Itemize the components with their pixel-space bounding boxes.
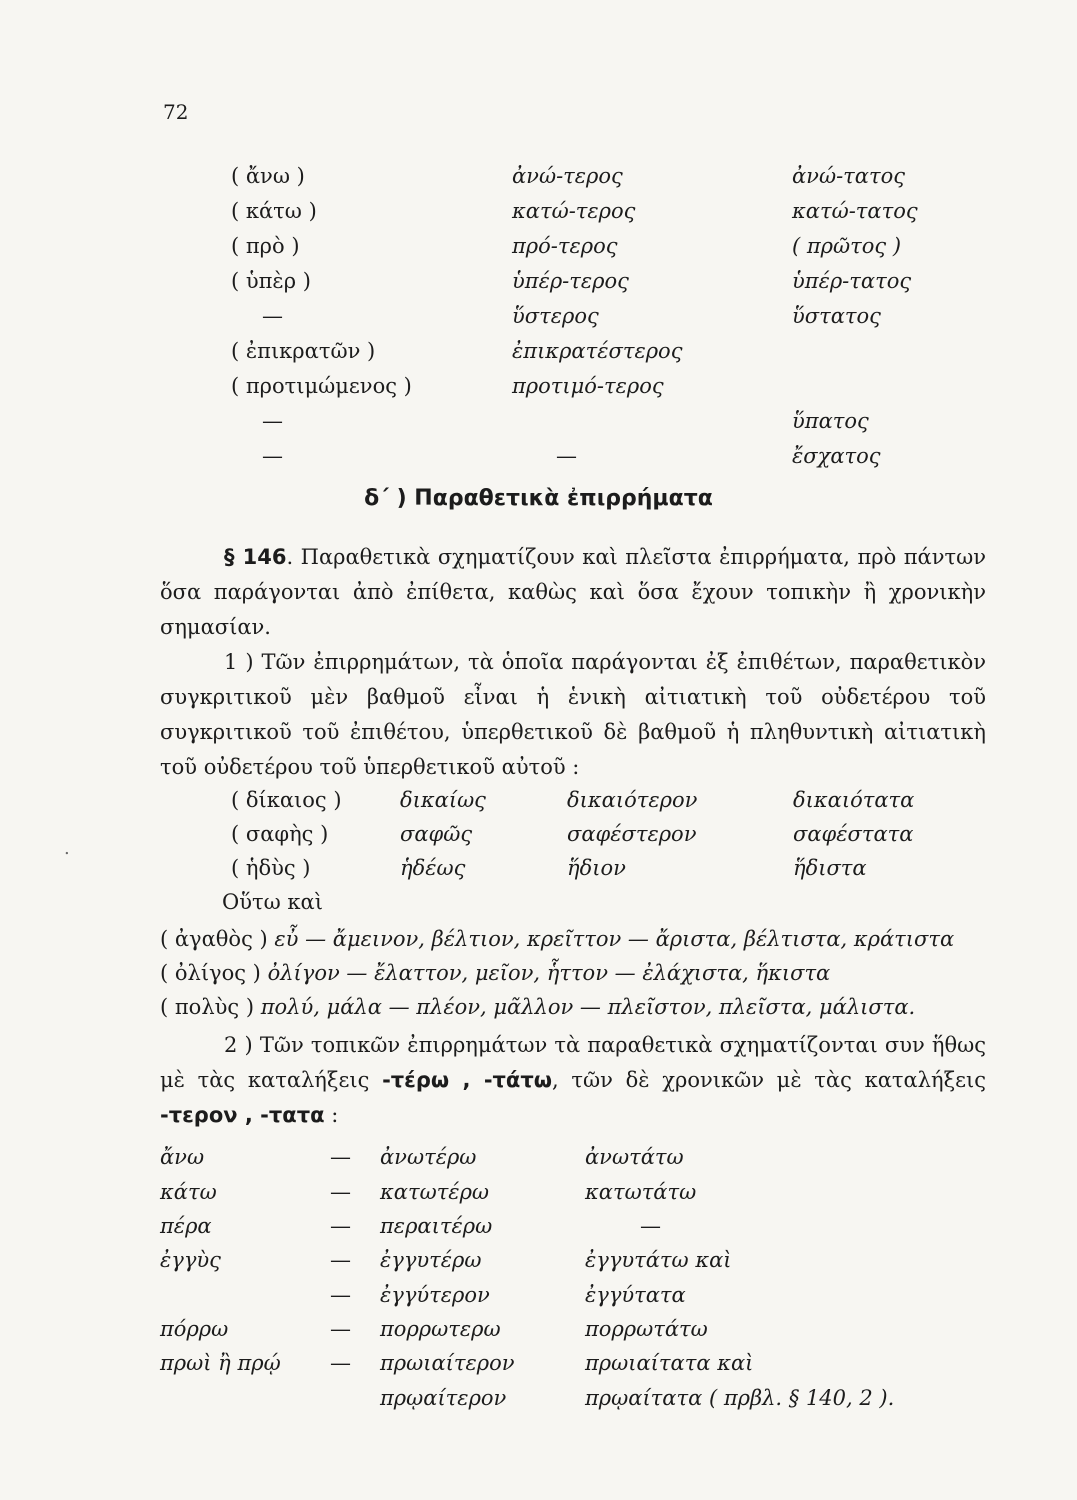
table3-dash: — — [330, 1283, 351, 1307]
table3-dash: — — [330, 1351, 351, 1375]
irregular-adjective: ( ὀλίγος ) — [160, 961, 261, 985]
table3-dash: — — [330, 1248, 351, 1272]
table1-comparative: πρό-τερος — [512, 234, 618, 258]
table3-comparative: περαιτέρω — [380, 1214, 493, 1238]
table2-adverb: ἡδέως — [400, 856, 466, 880]
paragraph-2-mid: , τῶν δὲ χρονικῶν μὲ τὰς καταλήξεις — [552, 1068, 987, 1092]
page-number: 72 — [163, 100, 189, 124]
table3-comparative: πορρωτερω — [380, 1317, 501, 1341]
outo-kai: Οὕτω καὶ — [222, 890, 323, 914]
table1-comparative: προτιμό-τερος — [512, 374, 664, 398]
table3-superlative: ἐγγύτατα — [585, 1283, 686, 1307]
table1-word: ( προτιμώμενος ) — [231, 374, 412, 398]
table1-word: ( ἄνω ) — [231, 164, 305, 188]
paragraph-146 — [160, 540, 986, 645]
section-heading: δ΄ ) Παραθετικὰ ἐπιρρήματα — [364, 486, 713, 511]
table3-adverb: πρωὶ ἢ πρῴ — [160, 1351, 281, 1375]
table3-comparative: ἐγγυτέρω — [380, 1248, 482, 1272]
table1-word: ( πρὸ ) — [231, 234, 300, 258]
irregular-row — [160, 927, 954, 951]
table2-adjective: ( δίκαιος ) — [231, 788, 342, 812]
table2-comparative: ἥδιον — [567, 856, 626, 880]
irregular-forms: εὖ — ἄμεινον, βέλτιον, κρεῖττον — ἄριστα, βέλτιστα, κράτιστα — [274, 927, 955, 951]
table1-superlative: κατώ-τατος — [792, 199, 918, 223]
table2-comparative: δικαιότερον — [567, 788, 698, 812]
table3-superlative: κατωτάτω — [585, 1180, 697, 1204]
irregular-forms: πολύ, μάλα — πλέον, μᾶλλον — πλεῖστον, πλεῖστα, μάλιστα. — [260, 995, 916, 1019]
table3-dash: — — [330, 1214, 351, 1238]
table1-word: ( ὑπὲρ ) — [231, 269, 311, 293]
paragraph-1-text: 1 ) Τῶν ἐπιρρημάτων, τὰ ὁποῖα παράγονται ἐξ ἐπιθέτων, παραθετικὸν συγκριτικοῦ μὲν βαθμοῦ εἶναι ἡ ἑνικὴ αἰτιατικὴ τοῦ οὐδετέρου τοῦ συγκριτικοῦ τοῦ ἐπιθέτου, ὑπερθετικοῦ δὲ βαθμοῦ ἡ πληθυντικὴ αἰτιατικὴ τοῦ οὐδετέρου τοῦ ὑπερθετικοῦ αὐτοῦ : — [160, 650, 986, 779]
paragraph-146-text: . Παραθετικὰ σχηματίζουν καὶ πλεῖστα ἐπιρρήματα, πρὸ πάντων ὅσα παράγονται ἀπὸ ἐπίθετα, καθὼς καὶ ὅσα ἔχουν τοπικὴν ἢ χρονικὴν σημασίαν. — [160, 545, 986, 639]
table3-comparative: ἐγγύτερον — [380, 1283, 490, 1307]
table2-adjective: ( ἡδὺς ) — [231, 856, 311, 880]
table2-adverb: δικαίως — [400, 788, 486, 812]
table3-comparative: πρῳαίτερον — [380, 1386, 507, 1410]
table3-comparative: ἀνωτέρω — [380, 1145, 477, 1169]
table1-word: — — [262, 409, 283, 433]
table1-comparative: — — [556, 444, 577, 468]
table1-comparative: ἀνώ-τερος — [512, 164, 623, 188]
table3-adverb: πέρα — [160, 1214, 212, 1238]
irregular-forms: ὀλίγον — ἔλαττον, μεῖον, ἧττον — ἐλάχιστα, ἥκιστα — [267, 961, 831, 985]
table3-adverb: πόρρω — [160, 1317, 229, 1341]
irregular-row — [160, 995, 915, 1019]
table1-superlative: ὑπέρ-τατος — [792, 269, 912, 293]
ending-temporal: -τερον , -τατα — [160, 1103, 325, 1127]
table3-superlative: ἐγγυτάτω καὶ — [585, 1248, 732, 1272]
ending-local: -τέρω , -τάτω — [382, 1068, 553, 1092]
table3-superlative: — — [640, 1214, 661, 1238]
paragraph-2-start: 2 ) Τῶν τοπικῶν ἐπιρρημάτων τὰ παραθετικὰ σχηματίζονται συν ἥθως μὲ τὰς καταλήξεις — [160, 1033, 986, 1092]
table2-adjective: ( σαφὴς ) — [231, 822, 329, 846]
table2-comparative: σαφέστερον — [567, 822, 697, 846]
irregular-row — [160, 961, 830, 985]
paragraph-2-colon: : — [331, 1103, 339, 1127]
table1-superlative: ὕστατος — [792, 304, 881, 328]
table2-adverb: σαφῶς — [400, 822, 473, 846]
table2-superlative: σαφέστατα — [793, 822, 914, 846]
table2-superlative: δικαιότατα — [793, 788, 915, 812]
table1-word: — — [262, 304, 283, 328]
table3-adverb: κάτω — [160, 1180, 217, 1204]
table1-word: — — [262, 444, 283, 468]
paragraph-1 — [160, 645, 986, 785]
table1-superlative: ἀνώ-τατος — [792, 164, 905, 188]
table3-superlative: πορρωτάτω — [585, 1317, 708, 1341]
table1-word: ( κάτω ) — [231, 199, 317, 223]
irregular-adjective: ( ἀγαθὸς ) — [160, 927, 268, 951]
table3-dash: — — [330, 1317, 351, 1341]
table3-adverb: ἐγγὺς — [160, 1248, 221, 1272]
margin-mark: . — [64, 838, 70, 859]
table3-comparative: κατωτέρω — [380, 1180, 490, 1204]
table3-dash: — — [330, 1145, 351, 1169]
irregular-adjective: ( πολὺς ) — [160, 995, 255, 1019]
table1-comparative: ὕστερος — [512, 304, 599, 328]
table1-word: ( ἐπικρατῶν ) — [231, 339, 376, 363]
table1-superlative: ( πρῶτος ) — [792, 234, 902, 258]
table3-superlative: ἀνωτάτω — [585, 1145, 684, 1169]
table3-adverb: ἄνω — [160, 1145, 205, 1169]
table1-comparative: ἐπικρατέστερος — [512, 339, 683, 363]
section-number: § 146 — [224, 545, 287, 569]
paragraph-2 — [160, 1028, 986, 1133]
table3-comparative: πρωιαίτερον — [380, 1351, 515, 1375]
table2-superlative: ἥδιστα — [793, 856, 867, 880]
table1-comparative: ὑπέρ-τερος — [512, 269, 629, 293]
table3-superlative: πρωιαίτατα καὶ — [585, 1351, 754, 1375]
table1-superlative: ὕπατος — [792, 409, 869, 433]
table1-comparative: κατώ-τερος — [512, 199, 636, 223]
table3-superlative: πρῳαίτατα ( πρβλ. § 140, 2 ). — [585, 1386, 895, 1410]
table1-superlative: ἔσχατος — [792, 444, 881, 468]
table3-dash: — — [330, 1180, 351, 1204]
